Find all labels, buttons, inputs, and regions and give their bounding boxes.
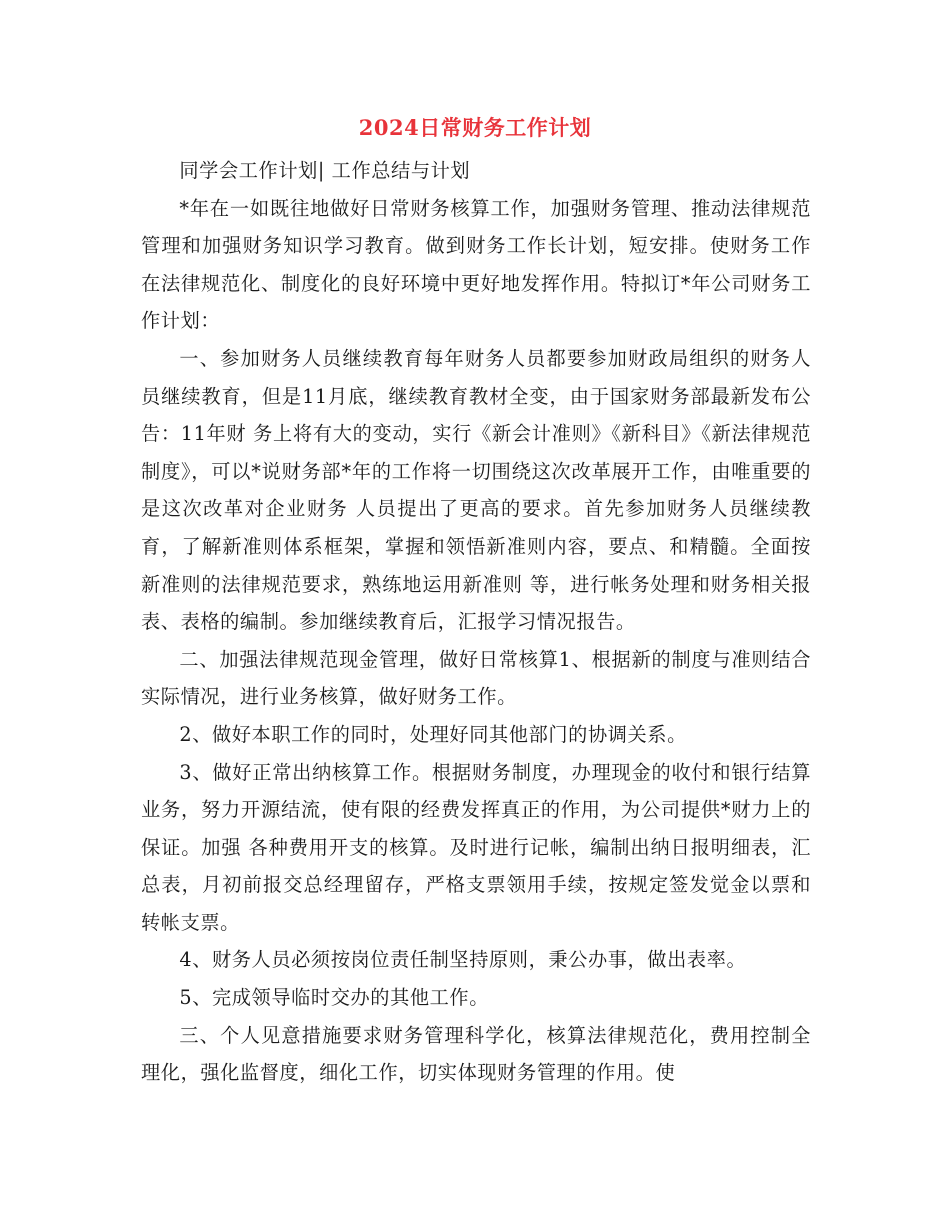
paragraph-item-5: 5、完成领导临时交办的其他工作。 [179,986,490,1010]
document-title: 2024日常财务工作计划 [358,115,592,140]
paragraph-item-3: 3、做好正常出纳核算工作。根据财务制度，办理现金的收付和银行结算业务，努力开源结流，使有限的经费发挥真正的作用，为公司提供*财力上的保证。加强 各种费用开支的核算。及时进行记帐，编制出纳日报明细表，汇总表，月初前报交总经理留存，严格支票领用手续，按规定签发觉金以票和转帐支票。 [141,760,811,934]
paragraph-intro: *年在一如既往地做好日常财务核算工作，加强财务管理、推动法律规范管理和加强财务知识学习教育。做到财务工作长计划，短安排。使财务工作在法律规范化、制度化的良好环境中更好地发挥作用。特拟订*年公司财务工作计划： [141,196,811,333]
paragraph-item-2: 2、做好本职工作的同时，处理好同其他部门的协调关系。 [179,722,687,746]
paragraph-section-1: 一、参加财务人员继续教育每年财务人员都要参加财政局组织的财务人员继续教育，但是11月底，继续教育教材全变，由于国家财务部最新发布公告：11年财 务上将有大的变动，实行《新会计准则》《新科目》《新法律规范制度》，可以*说财务部*年的工作将一切围绕这次改革展开工作，由唯重要的是这次改革对企业财务 人员提出了更高的要求。首先参加财务人员继续教育，了解新准则体系框架，掌握和领悟新准则内容，要点、和精髓。全面按新准则的法律规范要求，熟练地运用新准则 等，进行帐务处理和财务相关报表、表格的编制。参加继续教育后，汇报学习情况报告。 [141,346,811,634]
paragraph-section-2: 二、加强法律规范现金管理，做好日常核算1、根据新的制度与准则结合实际情况，进行业务核算，做好财务工作。 [141,647,811,709]
paragraph-subtitle: 同学会工作计划| 工作总结与计划 [179,159,471,182]
paragraph-section-3: 三、个人见意措施要求财务管理科学化，核算法律规范化，费用控制全理化，强化监督度，细化工作，切实体现财务管理的作用。使 [141,1023,811,1085]
paragraph-item-4: 4、财务人员必须按岗位责任制坚持原则，秉公办事，做出表率。 [179,948,747,972]
document-body [141,152,811,1092]
